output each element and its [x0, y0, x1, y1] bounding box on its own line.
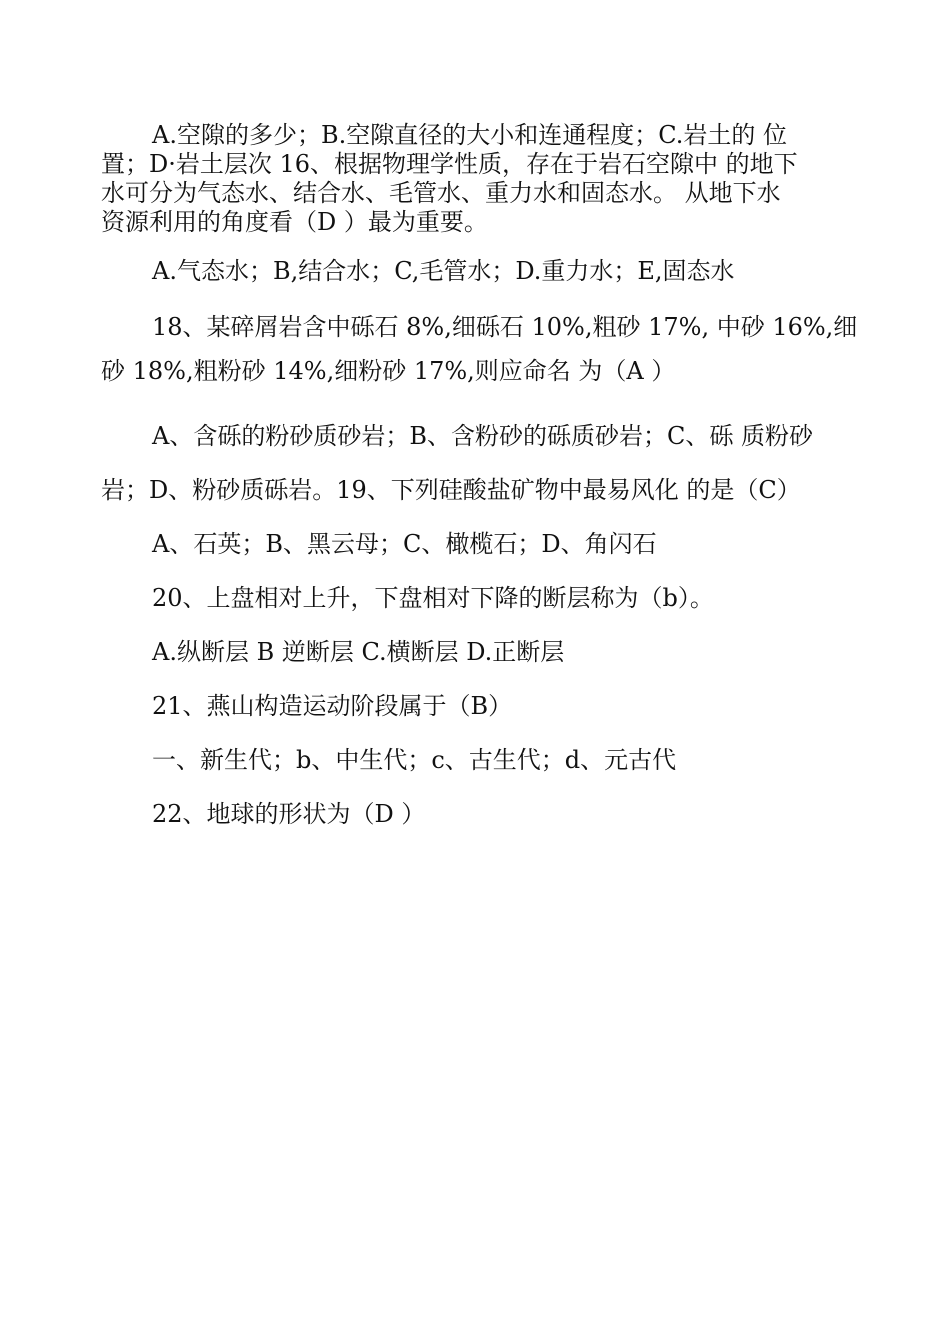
paragraph-question-18	[101, 312, 861, 386]
paragraph-question-19-options	[101, 529, 861, 559]
paragraph-question-20	[101, 583, 861, 613]
text-line: 资源利用的角度看（D ）最为重要。	[101, 208, 488, 236]
paragraph-question-22	[101, 799, 861, 829]
paragraph-question-21-options	[101, 745, 861, 775]
text-line: 水可分为气态水、结合水、毛管水、重力水和固态水。 从地下水	[101, 179, 781, 207]
text-line: 18、某碎屑岩含中砾石 8%,细砾石 10%,粗砂 17%, 中砂 16%,细	[152, 313, 858, 341]
text-line: 20、上盘相对上升，下盘相对下降的断层称为（b）。	[152, 584, 714, 612]
text-line: A.气态水；B,结合水；C,毛管水；D.重力水；E,固态水	[152, 257, 735, 285]
text-line: 岩；D、粉砂质砾岩。19、下列硅酸盐矿物中最易风化 的是（C）	[101, 476, 801, 504]
paragraph-pore-water	[101, 121, 861, 237]
paragraph-water-options	[101, 256, 861, 286]
text-line: A、石英；B、黑云母；C、橄榄石；D、角闪石	[152, 530, 657, 558]
text-line: 22、地球的形状为（D ）	[152, 800, 426, 828]
text-line: 砂 18%,粗粉砂 14%,细粉砂 17%,则应命名 为（A ）	[101, 357, 676, 385]
paragraph-question-20-options	[101, 637, 861, 667]
text-line: 21、燕山构造运动阶段属于（B）	[152, 692, 513, 720]
text-line: A.纵断层 B 逆断层 C.横断层 D.正断层	[152, 638, 565, 666]
text-line: 一、新生代；b、中生代；c、古生代；d、元古代	[152, 746, 677, 774]
text-line: 置；D·岩土层次 16、根据物理学性质，存在于岩石空隙中 的地下	[101, 150, 798, 178]
paragraph-question-18-options	[101, 421, 861, 505]
text-line: A、含砾的粉砂质砂岩；B、含粉砂的砾质砂岩；C、砾 质粉砂	[152, 422, 813, 450]
paragraph-question-21	[101, 691, 861, 721]
text-line: A.空隙的多少；B.空隙直径的大小和连通程度；C.岩土的 位	[152, 121, 787, 149]
